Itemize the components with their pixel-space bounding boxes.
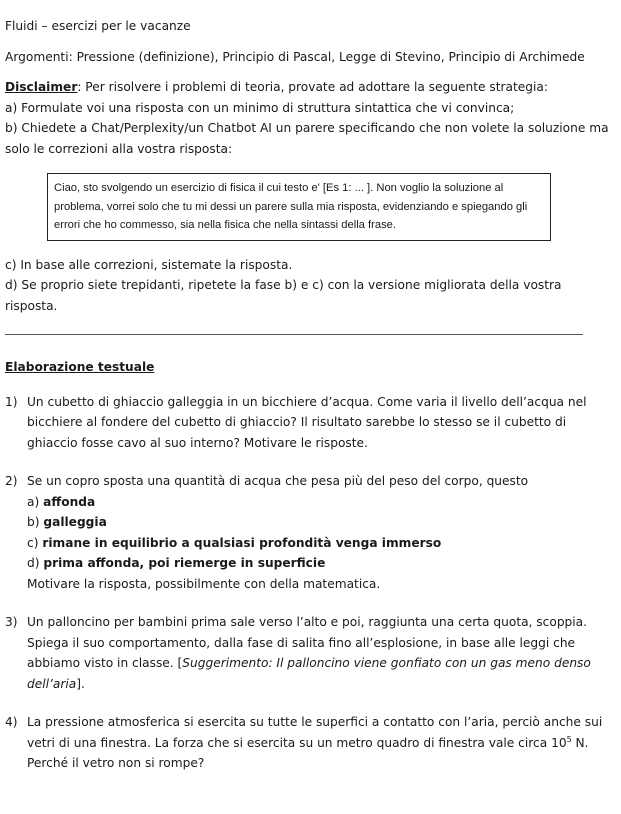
question-note: Motivare la risposta, possibilmente con della matematica.: [27, 576, 381, 591]
chatbot-prompt-box: [47, 173, 551, 241]
option-c: c) rimane in equilibrio a qualsiasi profondità venga immerso: [27, 535, 442, 550]
divider: [5, 334, 583, 335]
question-number: 2): [5, 474, 18, 488]
question-4: 4) La pressione atmosferica si esercita su tutte le superfici a contatto con l’aria, perciò anche sui vetri di una finestra. La forza che si esercita su un metro quadro di finestra vale circa $10^5$ N. Perché il vetro non si rompe?: [5, 712, 613, 774]
step-a: a) Formulate voi una risposta con un minimo di struttura sintattica che vi convinca;: [5, 100, 515, 115]
question-2: [5, 471, 613, 594]
question-3: 3) Un palloncino per bambini prima sale verso l’alto e poi, raggiunta una certa quota, scoppia. Spiega il suo comportamento, dalla fase di salita fino all’esplosione, in base alle leggi che abbiamo visto in classe. [Suggerimento: Il palloncino viene gonfiato con un gas meno denso dell’aria].: [5, 612, 613, 694]
question-text: Un cubetto di ghiaccio galleggia in un bicchiere d’acqua. Come varia il livello dell’acqua nel bicchiere al fondere del cubetto di ghiaccio? Il risultato sarebbe lo stesso se il cubetto di ghiaccio fosse cavo al suo interno? Motivare le risposte.: [27, 394, 587, 450]
chatbot-prompt-text: Ciao, sto svolgendo un esercizio di fisica il cui testo e' [Es 1: ... ]. Non voglio la soluzione al problema, vorrei solo che tu mi dessi un parere sulla mia risposta, evidenziando e spiegando gli errori che ho commesso, sia nella fisica che nella sintassi della frase.: [54, 182, 528, 231]
question-hint: Suggerimento: Il palloncino viene gonfiato con un gas meno denso dell’aria: [27, 656, 591, 691]
document-title: Fluidi – esercizi per le vacanze: [5, 19, 191, 33]
question-number: 3): [5, 615, 18, 629]
force-value: $10^5$: [551, 734, 572, 750]
question-1: [5, 392, 613, 454]
step-b: b) Chiedete a Chat/Perplexity/un Chatbot AI un parere specificando che non volete la soluzione ma solo le correzioni alla vostra risposta:: [5, 121, 609, 156]
topics-line: Argomenti: Pressione (definizione), Principio di Pascal, Legge di Stevino, Principio di Archimede: [5, 49, 585, 64]
section-title: Elaborazione testuale: [5, 360, 155, 374]
question-number: 1): [5, 394, 18, 409]
question-text: La pressione atmosferica si esercita su tutte le superfici a contatto con l’aria, perciò anche sui vetri di una finestra. La forza che si esercita su un metro quadro di finestra vale circa: [27, 715, 603, 750]
option-d: d) prima affonda, poi riemerge in superficie: [27, 556, 326, 570]
question-number: 4): [5, 715, 18, 729]
option-b: b) galleggia: [27, 515, 107, 529]
disclaimer-intro-text: : Per risolvere i problemi di teoria, provate ad adottare la seguente strategia:: [77, 80, 548, 94]
step-d: d) Se proprio siete trepidanti, ripetete la fase b) e c) con la versione migliorata della vostra risposta.: [5, 278, 562, 313]
question-text: Un palloncino per bambini prima sale verso l’alto e poi, raggiunta una certa quota, scoppia. Spiega il suo comportamento, dalla fase di salita fino all’esplosione, in base alle leggi che abbiamo visto in classe. [: [27, 615, 588, 670]
question-text: Se un copro sposta una quantità di acqua che pesa più del peso del corpo, questo: [27, 474, 529, 488]
disclaimer-intro: [5, 77, 613, 98]
step-c: c) In base alle correzioni, sistemate la risposta.: [5, 257, 293, 272]
disclaimer-label: Disclaimer: [5, 80, 78, 94]
option-a: a) affonda: [27, 494, 96, 509]
